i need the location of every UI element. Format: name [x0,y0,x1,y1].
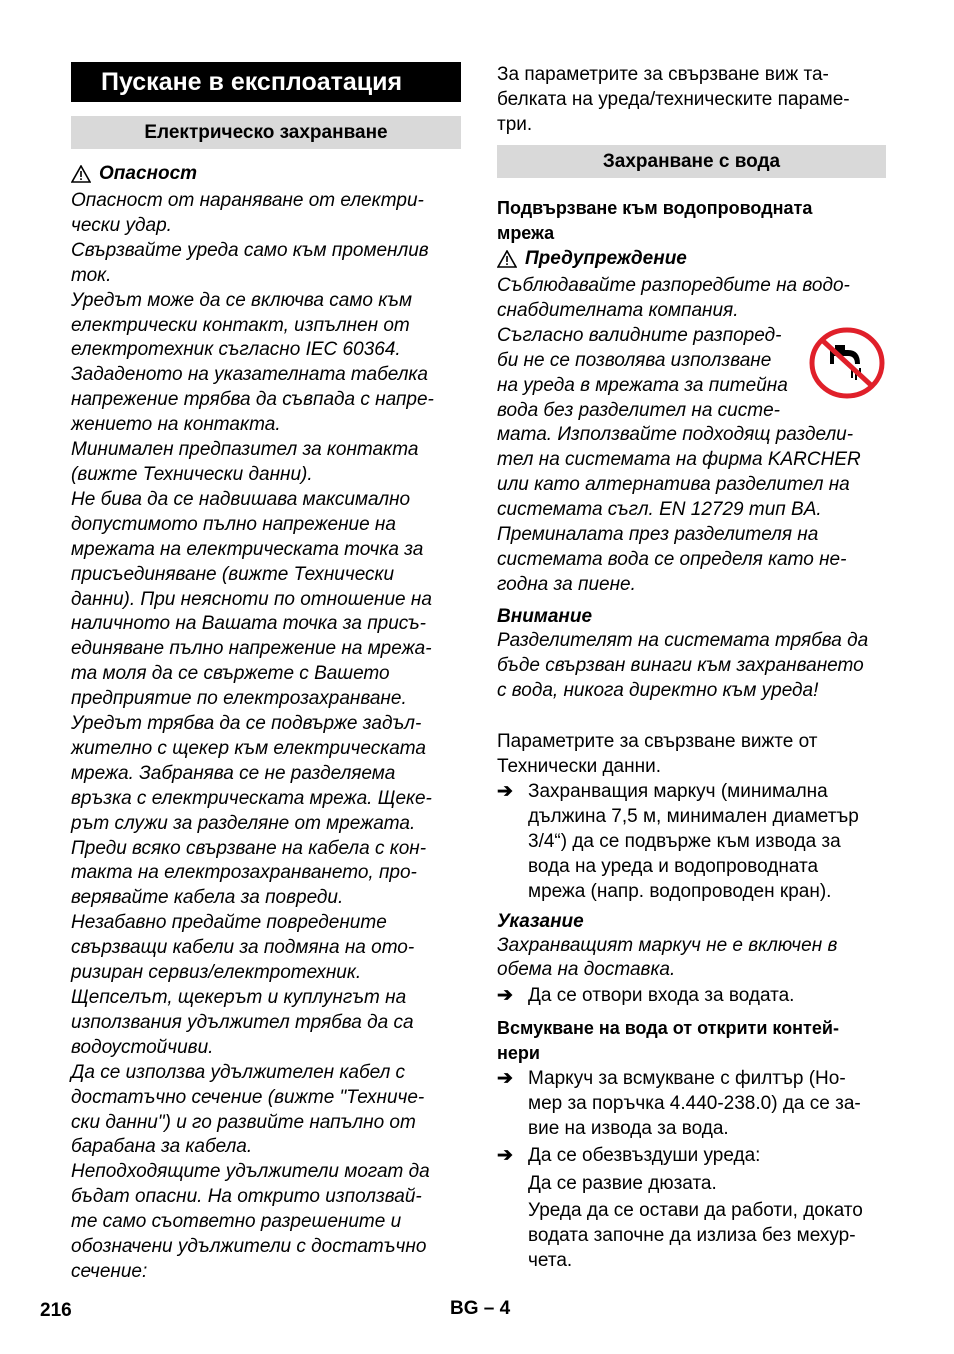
note-text [497,934,886,984]
arrow-icon: ➔ [497,1145,513,1167]
warning-heading [497,246,886,272]
text-line: три. [497,114,533,135]
step-unscrew-nozzle: Да се развие дюзата. [528,1173,717,1195]
text-line: Технически данни. [497,755,661,777]
language-page: BG – 4 [450,1298,511,1319]
text-line: та моля да се свържете с Вашето [71,663,390,685]
text-line: с вода, никога директно към уреда! [497,679,819,701]
text-line: присъединяване (вижте Технически [71,563,395,585]
text-line: данни). При неясноти по отношение на [71,588,432,610]
text-line: мата. Използвайте подходящ раздели- [497,424,854,446]
text-line: Уредът трябва да се подвърже задъл- [71,713,422,735]
subheading-mains [497,196,886,246]
text-line: За параметрите за свързване виж та- [497,64,829,85]
text-line: достатъчно сечение (вижте "Техниче- [71,1086,425,1108]
text-line: сечение: [71,1260,148,1282]
bullet-deaerate [497,1143,886,1168]
text-line: Преди всяко свързване на кабела с кон- [71,837,427,859]
text-line: мер за поръчка 4.440-238.0) да се за- [528,1093,861,1115]
text-line: наличното на Вашата точка за присъ- [71,613,426,635]
text-line: мрежа (напр. водопроводен кран). [528,880,832,902]
warning-text [497,274,886,598]
page-number: 216 [40,1300,72,1321]
text-line: на уреда в мрежата за питейна [497,374,788,396]
warning-triangle-icon [71,165,91,183]
bullet-open-inlet [497,983,886,1008]
text-line: предприятие по електрозахранване. [71,688,407,710]
text-line: допустимото пълно напрежение на [71,513,396,535]
text-line: Щепселът, щекерът и куплунгът на [71,987,407,1008]
text-line: Минимален предпазител за контакта [71,439,419,461]
text-line: бъде свързван винаги към захранването [497,654,864,676]
text-line: използвания удължител трябва да са [71,1011,414,1033]
danger-heading [71,161,461,187]
text-line: барабана за кабела. [71,1136,253,1158]
text-line: Не бива да се надвишава максимално [71,488,411,510]
warning-label: Предупреждение [525,248,687,269]
text-line: (вижте Технически данни). [71,463,313,485]
text-line: те само съответно разрешените и [71,1211,402,1233]
text-line: електротехник съгласно IEC 60364. [71,339,401,361]
bullet-hose [497,779,886,904]
section-electric: Електрическо захранване [71,116,461,149]
arrow-icon: ➔ [497,1068,513,1090]
danger-text [71,189,461,1285]
text-line: Маркуч за всмукване с филтър (Но- [528,1068,846,1090]
text-line: обозначени удължители с достатъчно [71,1236,427,1258]
text-line: водата започне да излиза без мехур- [528,1225,856,1247]
arrow-icon: ➔ [497,985,513,1007]
text-line: такта на електрозахранването, про- [71,862,417,884]
danger-label: Опасност [99,163,198,184]
page-title: Пускане в експлоатация [71,62,461,102]
text-line: Зададеното на указателната табелка [71,364,428,386]
text-line: жението на контакта. [71,414,281,436]
text-line: дължина 7,5 м, минимален диаметър [528,805,859,827]
text-line: Съгласно валидните разпоред- [497,324,782,346]
text-line: обема на доставка. [497,959,676,981]
text-line: Свързвайте уреда само към променлив [71,239,429,261]
step-run-device [497,1198,886,1273]
text-line: верявайте кабела за повреди. [71,887,344,909]
text-line: или като алтернатива разделител на [497,474,850,496]
params-text [497,729,886,779]
section-water: Захранване с вода [497,145,886,178]
text-line: Незабавно предайте повредените [71,912,387,934]
text-line: Параметрите за свързване вижте от [497,730,818,752]
text-line: ток. [71,264,112,286]
bullet-hose-text [528,779,859,904]
text-line: Преминалата през разделителя на [497,524,819,546]
text-line: рът служи за разделяне от мрежата. [71,812,416,834]
text-line: Да се използва удължителен кабел с [71,1061,406,1083]
text-line: годна за пиене. [497,573,636,595]
text-line: мрежа [497,223,555,243]
text-line: свързващи кабели за подмяна на ото- [71,937,415,959]
text-line: бъдат опасни. На открито използвай- [71,1186,422,1208]
text-line: ски данни") и го развийте напълно от [71,1111,416,1133]
text-line: единяване пълно напрежение на мрежа- [71,638,432,660]
no-drinking-water-icon [808,326,886,400]
text-line: белката на уреда/техническите параме- [497,89,850,110]
text-line: мрежа. Забранява се не разделяема [71,762,396,784]
text-line: жително с щекер към електрическата [71,737,426,759]
intro-text [497,62,886,137]
text-line: мрежата на електрическата точка за [71,538,424,560]
text-line: системата съгл. EN 12729 тип BA. [497,499,822,521]
text-line: тел на системата на фирма KARCHER [497,449,861,471]
attention-text [497,629,886,704]
text-line: Подвързване към водопроводната [497,198,813,218]
text-line: системата вода се определя като не- [497,548,847,570]
text-line: чески удар. [71,214,172,236]
attention-label: Внимание [497,605,593,627]
text-line: би не се позволява използване [497,349,772,371]
text-line: нери [497,1043,540,1064]
text-line: Неподходящите удължители могат да [71,1161,430,1183]
bullet-suction-hose [497,1066,886,1141]
text-line: Всмукване на вода от открити контей- [497,1018,839,1039]
text-line: Уреда да се остави да работи, докато [528,1200,863,1222]
text-line: снабдителната компания. [497,299,739,321]
subheading-suction [497,1016,886,1066]
text-line: вода на уреда и водопроводната [528,855,819,877]
text-line: ризиран сервиз/електротехник. [71,962,362,984]
text-line: Уредът може да се включва само към [71,289,412,311]
text-line: Опасност от нараняване от електри- [71,190,424,211]
note-label: Указание [497,910,584,932]
text-line: водоустойчиви. [71,1036,214,1058]
text-line: вода без разделител на систе- [497,399,780,421]
left-column [71,62,461,1285]
bullet-suction-hose-text [528,1066,861,1141]
text-line: Захранващия маркуч (минимална [528,780,828,802]
text-line: Захранващият маркуч не е включен в [497,934,838,956]
text-line: Съблюдавайте разпоредбите на водо- [497,275,850,296]
text-line: напрежение трябва да съвпада с напре- [71,389,434,411]
text-line: електрически контакт, изпълнен от [71,314,410,336]
text-line: Разделителят на системата трябва да [497,629,869,651]
text-line: вие на извода за вода. [528,1118,729,1140]
text-line: връзка с електрическата мрежа. Щеке- [71,787,432,809]
bullet-open-inlet-text: Да се отвори входа за водата. [528,985,795,1007]
text-line: 3/4“) да се подвърже към извода за [528,830,841,852]
arrow-icon: ➔ [497,780,513,802]
text-line: чета. [528,1250,573,1272]
warning-triangle-icon [497,250,517,268]
bullet-deaerate-text: Да се обезвъздуши уреда: [528,1145,761,1167]
right-column [497,62,886,1273]
